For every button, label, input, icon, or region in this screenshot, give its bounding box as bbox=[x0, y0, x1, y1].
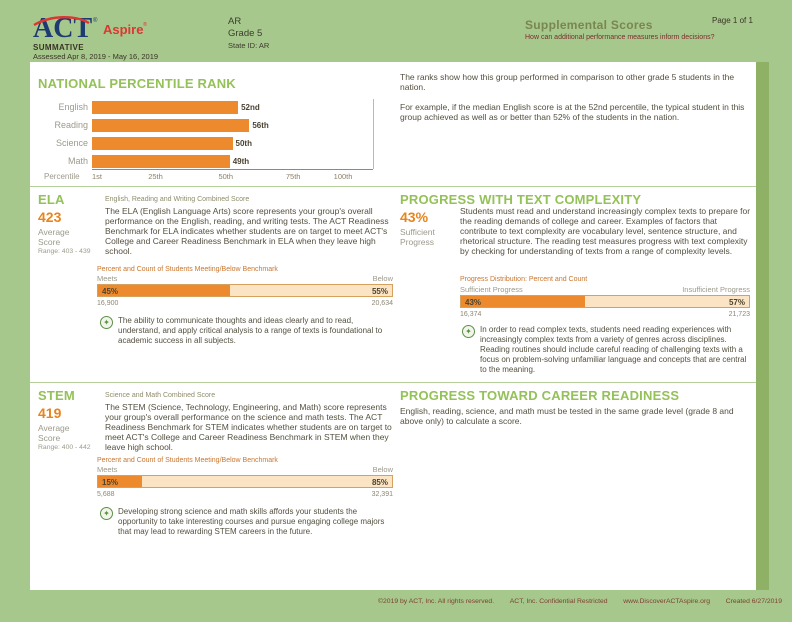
stem-below-percent: 85% bbox=[371, 478, 388, 487]
text-complexity-bar bbox=[460, 295, 750, 308]
stem-combined-label: Science and Math Combined Score bbox=[105, 392, 216, 399]
npr-track bbox=[92, 155, 373, 168]
program-label: SUMMATIVE bbox=[33, 43, 85, 52]
stem-chart-caption: Percent and Count of Students Meeting/Below Benchmark bbox=[97, 457, 278, 464]
ela-score-range: Range: 403 - 439 bbox=[38, 248, 91, 255]
career-readiness-heading: PROGRESS TOWARD CAREER READINESS bbox=[400, 388, 680, 403]
footer-created-date: Created 6/27/2019 bbox=[725, 598, 782, 605]
text-complexity-percent-label: Sufficient Progress bbox=[400, 227, 435, 247]
stem-note bbox=[100, 507, 393, 537]
ela-score: 423 bbox=[38, 209, 62, 225]
ela-below-label: Below bbox=[372, 274, 393, 283]
ela-benchmark-counts bbox=[97, 300, 393, 307]
section-divider bbox=[30, 382, 756, 383]
text-complexity-chart-caption: Progress Distribution: Percent and Count bbox=[460, 276, 588, 283]
npr-axis-label: Percentile bbox=[44, 172, 80, 181]
stem-heading: STEM bbox=[38, 388, 75, 403]
sufficient-progress-percent: 43% bbox=[465, 298, 482, 307]
compass-star-icon: ✦ bbox=[462, 325, 475, 338]
ela-meets-label: Meets bbox=[97, 274, 118, 283]
npr-value-label: 50th bbox=[235, 138, 252, 148]
npr-chart bbox=[38, 98, 383, 170]
ela-combined-label: English, Reading and Writing Combined Score bbox=[105, 196, 250, 203]
right-edge-strip bbox=[756, 62, 769, 590]
stem-benchmark-counts bbox=[97, 491, 393, 498]
stem-paragraph: The STEM (Science, Technology, Engineering, and Math) score represents your group's overall performance on the science and math tests. The ACT Readiness Benchmark for STEM indicates whether students are on target to meet ACT's College and Career Readiness Benchmark in STEM when they leave high school. bbox=[105, 402, 392, 452]
stem-meets-count: 5,688 bbox=[97, 491, 115, 498]
npr-bar-science bbox=[92, 137, 233, 150]
text-complexity-paragraph: Students must read and understand increasingly complex texts to prepare for the reading demands of college and career. Examples of factors that contribute to text complexity are vocabulary level, sentence structure, and rhetorical structure. The reading test measures progress with text complexity by checking for understanding of texts from a range of complexity levels. bbox=[460, 206, 751, 256]
ela-benchmark-bar bbox=[97, 284, 393, 297]
aspire-reg-mark: ® bbox=[143, 22, 148, 28]
npr-track bbox=[92, 119, 373, 132]
stem-note-text: Developing strong science and math skills affords your students the opportunity to take interesting courses and pursue engaging college majors that may lead to rewarding STEM careers in the future. bbox=[118, 507, 385, 536]
stem-below-label: Below bbox=[372, 465, 393, 474]
npr-category-label: Reading bbox=[54, 120, 88, 130]
footer-website: www.DiscoverACTAspire.org bbox=[623, 598, 711, 605]
career-readiness-paragraph: English, reading, science, and math must be tested in the same grade level (grade 8 and above only) to calculate a score. bbox=[400, 406, 734, 426]
ela-paragraph: The ELA (English Language Arts) score represents your group's overall performance on the English, reading, and writing tests. The ACT Readiness Benchmark for ELA indicates whether students are on target to meet ACT's College and Career Readiness Benchmark in ELA when they leave high school. bbox=[105, 206, 389, 256]
act-reg-mark: ® bbox=[93, 18, 98, 24]
text-complexity-heading: PROGRESS WITH TEXT COMPLEXITY bbox=[400, 192, 642, 207]
text-complexity-note bbox=[462, 325, 752, 375]
ela-meets-count: 16,900 bbox=[97, 300, 119, 307]
npr-row-reading bbox=[38, 116, 383, 134]
ela-below-count: 20,634 bbox=[371, 300, 393, 307]
ela-benchmark-labels bbox=[97, 274, 393, 283]
npr-bar-math bbox=[92, 155, 230, 168]
npr-bar-english bbox=[92, 101, 238, 114]
stem-benchmark-labels bbox=[97, 465, 393, 474]
ela-below-percent: 55% bbox=[371, 287, 388, 296]
assessed-dates: Assessed Apr 8, 2019 - May 16, 2019 bbox=[33, 52, 159, 61]
stem-score: 419 bbox=[38, 405, 62, 421]
report-identity bbox=[228, 16, 269, 51]
content-panel bbox=[30, 62, 756, 590]
npr-row-math bbox=[38, 152, 383, 170]
npr-row-english bbox=[38, 98, 383, 116]
npr-track bbox=[92, 101, 373, 114]
npr-bar-reading bbox=[92, 119, 249, 132]
footer bbox=[378, 598, 782, 605]
stem-score-range: Range: 400 - 442 bbox=[38, 444, 91, 451]
ela-score-label: Average Score bbox=[38, 227, 70, 247]
npr-category-label: Science bbox=[55, 138, 88, 148]
ela-note-text: The ability to communicate thoughts and ideas clearly and to read, understand, and apply critical analysis to a range of texts is foundational to academic success in all subjects. bbox=[118, 316, 383, 345]
npr-description bbox=[400, 72, 745, 132]
text-complexity-labels bbox=[460, 285, 750, 294]
grade-label: Grade 5 bbox=[228, 28, 263, 39]
npr-tick: 100th bbox=[333, 172, 353, 181]
stem-meets-label: Meets bbox=[97, 465, 118, 474]
stem-below-count: 32,391 bbox=[371, 491, 393, 498]
ela-chart-caption: Percent and Count of Students Meeting/Below Benchmark bbox=[97, 266, 278, 273]
footer-copyright: ©2019 by ACT, Inc. All rights reserved. bbox=[378, 598, 495, 605]
stem-benchmark-bar bbox=[97, 475, 393, 488]
text-complexity-note-text: In order to read complex texts, students need reading experiences with increasingly complex texts from a variety of genres across disciplines. Reading routines should include careful reading of challenging texts with a focus on problem-solving unfamiliar language and concepts that are central to the meaning. bbox=[480, 325, 747, 374]
npr-description-2: For example, if the median English score is at the 52nd percentile, the typical student in this group achieved as well as or better than 52% of the students in the nation. bbox=[400, 102, 745, 122]
insufficient-progress-percent: 57% bbox=[728, 298, 745, 307]
report-title: Supplemental Scores bbox=[525, 18, 653, 32]
npr-category-label: English bbox=[58, 102, 88, 112]
compass-star-icon: ✦ bbox=[100, 316, 113, 329]
ela-note bbox=[100, 316, 393, 346]
npr-track bbox=[92, 137, 373, 150]
ela-meets-percent: 45% bbox=[102, 287, 119, 296]
ela-heading: ELA bbox=[38, 192, 65, 207]
page-number: Page 1 of 1 bbox=[712, 16, 753, 25]
npr-category-label: Math bbox=[67, 156, 88, 166]
npr-axis-right-border bbox=[373, 99, 374, 169]
sufficient-progress-count: 16,374 bbox=[460, 311, 482, 318]
act-aspire-logo-svg bbox=[33, 12, 203, 44]
npr-axis-line bbox=[92, 169, 373, 170]
npr-axis-ticks bbox=[92, 172, 373, 182]
npr-value-label: 56th bbox=[252, 120, 269, 130]
npr-value-label: 49th bbox=[232, 156, 250, 166]
text-complexity-percent: 43% bbox=[400, 209, 429, 225]
npr-tick: 75th bbox=[285, 172, 301, 181]
insufficient-progress-count: 21,723 bbox=[728, 311, 750, 318]
npr-heading: NATIONAL PERCENTILE RANK bbox=[38, 76, 236, 91]
sufficient-progress-label: Sufficient Progress bbox=[460, 285, 523, 294]
text-complexity-counts bbox=[460, 311, 750, 318]
npr-row-science bbox=[38, 134, 383, 152]
npr-tick: 25th bbox=[148, 172, 163, 181]
npr-tick: 1st bbox=[92, 172, 103, 181]
section-divider bbox=[30, 186, 756, 187]
org-name: AR bbox=[228, 16, 242, 27]
aspire-logo-text: Aspire bbox=[103, 22, 144, 37]
npr-description-1: The ranks show how this group performed in comparison to other grade 5 students in the nation. bbox=[400, 72, 735, 92]
report-subtitle: How can additional performance measures inform decisions? bbox=[525, 34, 715, 41]
state-id: State ID: AR bbox=[228, 41, 270, 50]
compass-star-icon: ✦ bbox=[100, 507, 113, 520]
stem-meets-percent: 15% bbox=[102, 478, 119, 487]
stem-score-label: Average Score bbox=[38, 423, 70, 443]
npr-tick: 50th bbox=[218, 172, 234, 181]
act-logo-text: ACT bbox=[33, 13, 93, 44]
footer-confidential: ACT, Inc. Confidential Restricted bbox=[509, 598, 608, 605]
npr-value-label: 52nd bbox=[241, 102, 260, 112]
insufficient-progress-label: Insufficient Progress bbox=[682, 285, 750, 294]
